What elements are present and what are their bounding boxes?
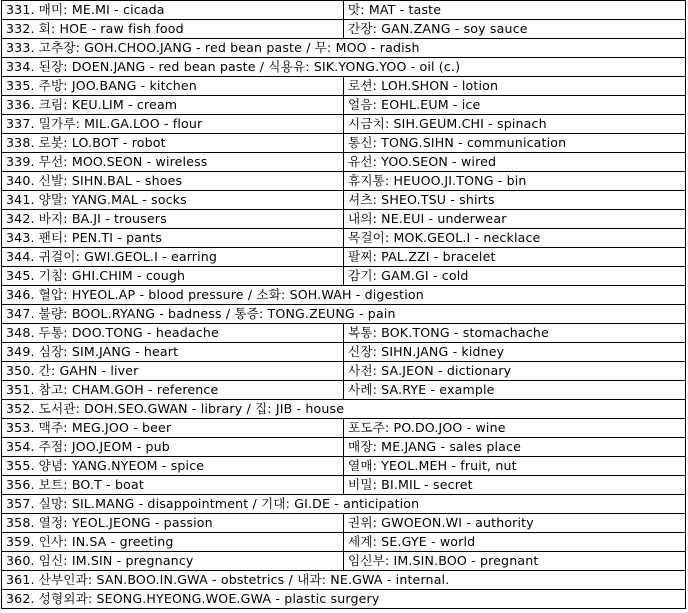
vocab-entry-left	[2, 343, 344, 362]
entry-number: 353.	[6, 420, 35, 435]
vocab-row	[2, 248, 686, 267]
vocab-row	[2, 343, 686, 362]
vocab-entry-left	[2, 115, 344, 134]
vocab-entry-left	[2, 210, 344, 229]
vocab-row	[2, 286, 686, 305]
entry-number: 333.	[6, 40, 35, 55]
entry-number: 350.	[6, 363, 35, 378]
entry-text: 혈압: HYEOL.AP - blood pressure / 소화: SOH.WAH - digestion	[38, 287, 424, 302]
vocab-entry-left	[2, 248, 344, 267]
vocab-entry-right: 임신부: IM.SIN.BOO - pregnant	[344, 552, 686, 571]
vocab-row	[2, 457, 686, 476]
entry-text: 크림: KEU.LIM - cream	[38, 97, 178, 112]
vocab-entry-left	[2, 419, 344, 438]
vocab-entry-left	[2, 134, 344, 153]
vocab-entry-right: 유선: YOO.SEON - wired	[344, 153, 686, 172]
vocab-entry-left	[2, 381, 344, 400]
entry-text: 성형외과: SEONG.HYEONG.WOE.GWA - plastic surgery	[38, 591, 380, 606]
entry-text: 회: HOE - raw fish food	[38, 21, 184, 36]
vocab-entry-full	[2, 590, 686, 609]
entry-number: 361.	[6, 572, 35, 587]
vocab-entry-right: 열매: YEOL.MEH - fruit, nut	[344, 457, 686, 476]
entry-number: 358.	[6, 515, 35, 530]
vocab-entry-right: 권위: GWOEON.WI - authority	[344, 514, 686, 533]
vocab-row	[2, 400, 686, 419]
vocab-row	[2, 172, 686, 191]
entry-text: 실망: SIL.MANG - disappointment / 기대: GI.DE - anticipation	[38, 496, 420, 511]
entry-text: 귀걸이: GWI.GEOL.I - earring	[38, 249, 218, 264]
entry-text: 도서관: DOH.SEO.GWAN - library / 집: JIB - house	[38, 401, 345, 416]
entry-text: 두통: DOO.TONG - headache	[38, 325, 219, 340]
vocab-entry-full	[2, 58, 686, 77]
entry-number: 341.	[6, 192, 35, 207]
entry-text: 인사: IN.SA - greeting	[38, 534, 174, 549]
entry-number: 332.	[6, 21, 35, 36]
vocab-entry-right: 얼음: EOHL.EUM - ice	[344, 96, 686, 115]
vocab-entry-left	[2, 324, 344, 343]
vocab-row	[2, 39, 686, 58]
vocab-row	[2, 305, 686, 324]
vocab-entry-full	[2, 286, 686, 305]
vocab-row	[2, 324, 686, 343]
vocab-entry-left	[2, 552, 344, 571]
vocab-entry-left	[2, 362, 344, 381]
entry-text: 주방: JOO.BANG - kitchen	[38, 78, 197, 93]
entry-number: 356.	[6, 477, 35, 492]
entry-text: 열정: YEOL.JEONG - passion	[38, 515, 213, 530]
entry-text: 밀가루: MIL.GA.LOO - flour	[38, 116, 203, 131]
entry-number: 338.	[6, 135, 35, 150]
entry-number: 349.	[6, 344, 35, 359]
entry-text: 맥주: MEG.JOO - beer	[38, 420, 172, 435]
entry-text: 불량: BOOL.RYANG - badness / 통증: TONG.ZEUNG - pain	[38, 306, 396, 321]
entry-number: 362.	[6, 591, 35, 606]
entry-number: 357.	[6, 496, 35, 511]
entry-text: 신발: SIHN.BAL - shoes	[38, 173, 183, 188]
entry-number: 352.	[6, 401, 35, 416]
entry-number: 343.	[6, 230, 35, 245]
vocab-entry-left	[2, 77, 344, 96]
vocab-row	[2, 20, 686, 39]
vocab-entry-right: 포도주: PO.DO.JOO - wine	[344, 419, 686, 438]
vocab-entry-full	[2, 571, 686, 590]
entry-number: 340.	[6, 173, 35, 188]
entry-text: 로봇: LO.BOT - robot	[38, 135, 166, 150]
vocab-entry-right: 비밀: BI.MIL - secret	[344, 476, 686, 495]
entry-text: 양말: YANG.MAL - socks	[38, 192, 187, 207]
entry-number: 351.	[6, 382, 35, 397]
entry-text: 무선: MOO.SEON - wireless	[38, 154, 208, 169]
vocab-entry-right: 사전: SA.JEON - dictionary	[344, 362, 686, 381]
entry-number: 339.	[6, 154, 35, 169]
vocab-entry-full	[2, 305, 686, 324]
entry-text: 참고: CHAM.GOH - reference	[38, 382, 219, 397]
vocab-row	[2, 590, 686, 609]
entry-text: 간: GAHN - liver	[38, 363, 139, 378]
entry-text: 산부인과: SAN.BOO.IN.GWA - obstetrics / 내과: NE.GWA - internal.	[38, 572, 450, 587]
vocab-entry-left	[2, 172, 344, 191]
vocab-row	[2, 77, 686, 96]
vocab-entry-full	[2, 495, 686, 514]
vocab-row	[2, 381, 686, 400]
entry-text: 양념: YANG.NYEOM - spice	[38, 458, 205, 473]
entry-text: 심장: SIM.JANG - heart	[38, 344, 179, 359]
vocab-entry-left	[2, 20, 344, 39]
vocabulary-sheet	[1, 0, 685, 609]
vocab-row	[2, 495, 686, 514]
vocab-row	[2, 571, 686, 590]
vocab-entry-right: 사례: SA.RYE - example	[344, 381, 686, 400]
vocab-entry-right: 신장: SIHN.JANG - kidney	[344, 343, 686, 362]
vocab-entry-left	[2, 514, 344, 533]
entry-number: 346.	[6, 287, 35, 302]
vocab-entry-left	[2, 533, 344, 552]
entry-text: 된장: DOEN.JANG - red bean paste / 식용유: SIK.YONG.YOO - oil (c.)	[38, 59, 461, 74]
vocab-row	[2, 191, 686, 210]
entry-number: 344.	[6, 249, 35, 264]
entry-number: 360.	[6, 553, 35, 568]
entry-text: 주점: JOO.JEOM - pub	[38, 439, 170, 454]
entry-number: 334.	[6, 59, 35, 74]
vocab-entry-right: 세계: SE.GYE - world	[344, 533, 686, 552]
entry-number: 335.	[6, 78, 35, 93]
entry-text: 팬티: PEN.TI - pants	[38, 230, 163, 245]
vocab-entry-left	[2, 457, 344, 476]
vocab-row	[2, 267, 686, 286]
vocab-entry-right: 복통: BOK.TONG - stomachache	[344, 324, 686, 343]
vocab-row	[2, 419, 686, 438]
vocab-entry-left	[2, 96, 344, 115]
vocab-entry-right: 감기: GAM.GI - cold	[344, 267, 686, 286]
entry-number: 355.	[6, 458, 35, 473]
vocab-entry-right: 휴지통: HEUOO.JI.TONG - bin	[344, 172, 686, 191]
vocab-entry-right: 맛: MAT - taste	[344, 1, 686, 20]
vocab-entry-right: 내의: NE.EUI - underwear	[344, 210, 686, 229]
entry-number: 342.	[6, 211, 35, 226]
vocab-entry-full	[2, 39, 686, 58]
vocab-entry-left	[2, 267, 344, 286]
vocab-row	[2, 58, 686, 77]
vocab-row	[2, 153, 686, 172]
vocab-row	[2, 229, 686, 248]
vocab-row	[2, 1, 686, 20]
vocab-row	[2, 134, 686, 153]
vocab-entry-right: 로션: LOH.SHON - lotion	[344, 77, 686, 96]
vocabulary-table	[1, 0, 686, 609]
entry-number: 331.	[6, 2, 35, 17]
vocab-entry-right: 시금치: SIH.GEUM.CHI - spinach	[344, 115, 686, 134]
vocab-row	[2, 476, 686, 495]
vocab-row	[2, 362, 686, 381]
vocab-entry-right: 팔찌: PAL.ZZI - bracelet	[344, 248, 686, 267]
vocab-row	[2, 438, 686, 457]
entry-number: 336.	[6, 97, 35, 112]
vocab-entry-left	[2, 191, 344, 210]
entry-number: 337.	[6, 116, 35, 131]
vocab-entry-left	[2, 476, 344, 495]
entry-text: 기침: GHI.CHIM - cough	[38, 268, 186, 283]
vocab-entry-left	[2, 153, 344, 172]
entry-text: 고추장: GOH.CHOO.JANG - red bean paste / 무: MOO - radish	[38, 40, 420, 55]
vocab-row	[2, 533, 686, 552]
entry-number: 345.	[6, 268, 35, 283]
vocab-entry-left	[2, 1, 344, 20]
vocab-entry-full	[2, 400, 686, 419]
entry-number: 347.	[6, 306, 35, 321]
entry-text: 보트: BO.T - boat	[38, 477, 144, 492]
vocab-entry-right: 목걸이: MOK.GEOL.I - necklace	[344, 229, 686, 248]
entry-text: 매미: ME.MI - cicada	[38, 2, 165, 17]
vocab-entry-right: 셔츠: SHEO.TSU - shirts	[344, 191, 686, 210]
vocab-entry-right: 간장: GAN.ZANG - soy sauce	[344, 20, 686, 39]
vocab-row	[2, 514, 686, 533]
vocabulary-table-body	[2, 1, 686, 609]
entry-number: 359.	[6, 534, 35, 549]
vocab-entry-right: 매장: ME.JANG - sales place	[344, 438, 686, 457]
vocab-entry-right: 통신: TONG.SIHN - communication	[344, 134, 686, 153]
vocab-row	[2, 96, 686, 115]
entry-text: 바지: BA.JI - trousers	[38, 211, 167, 226]
entry-number: 348.	[6, 325, 35, 340]
vocab-entry-left	[2, 438, 344, 457]
vocab-row	[2, 115, 686, 134]
entry-text: 임신: IM.SIN - pregnancy	[38, 553, 194, 568]
entry-number: 354.	[6, 439, 35, 454]
vocab-row	[2, 210, 686, 229]
vocab-entry-left	[2, 229, 344, 248]
vocab-row	[2, 552, 686, 571]
